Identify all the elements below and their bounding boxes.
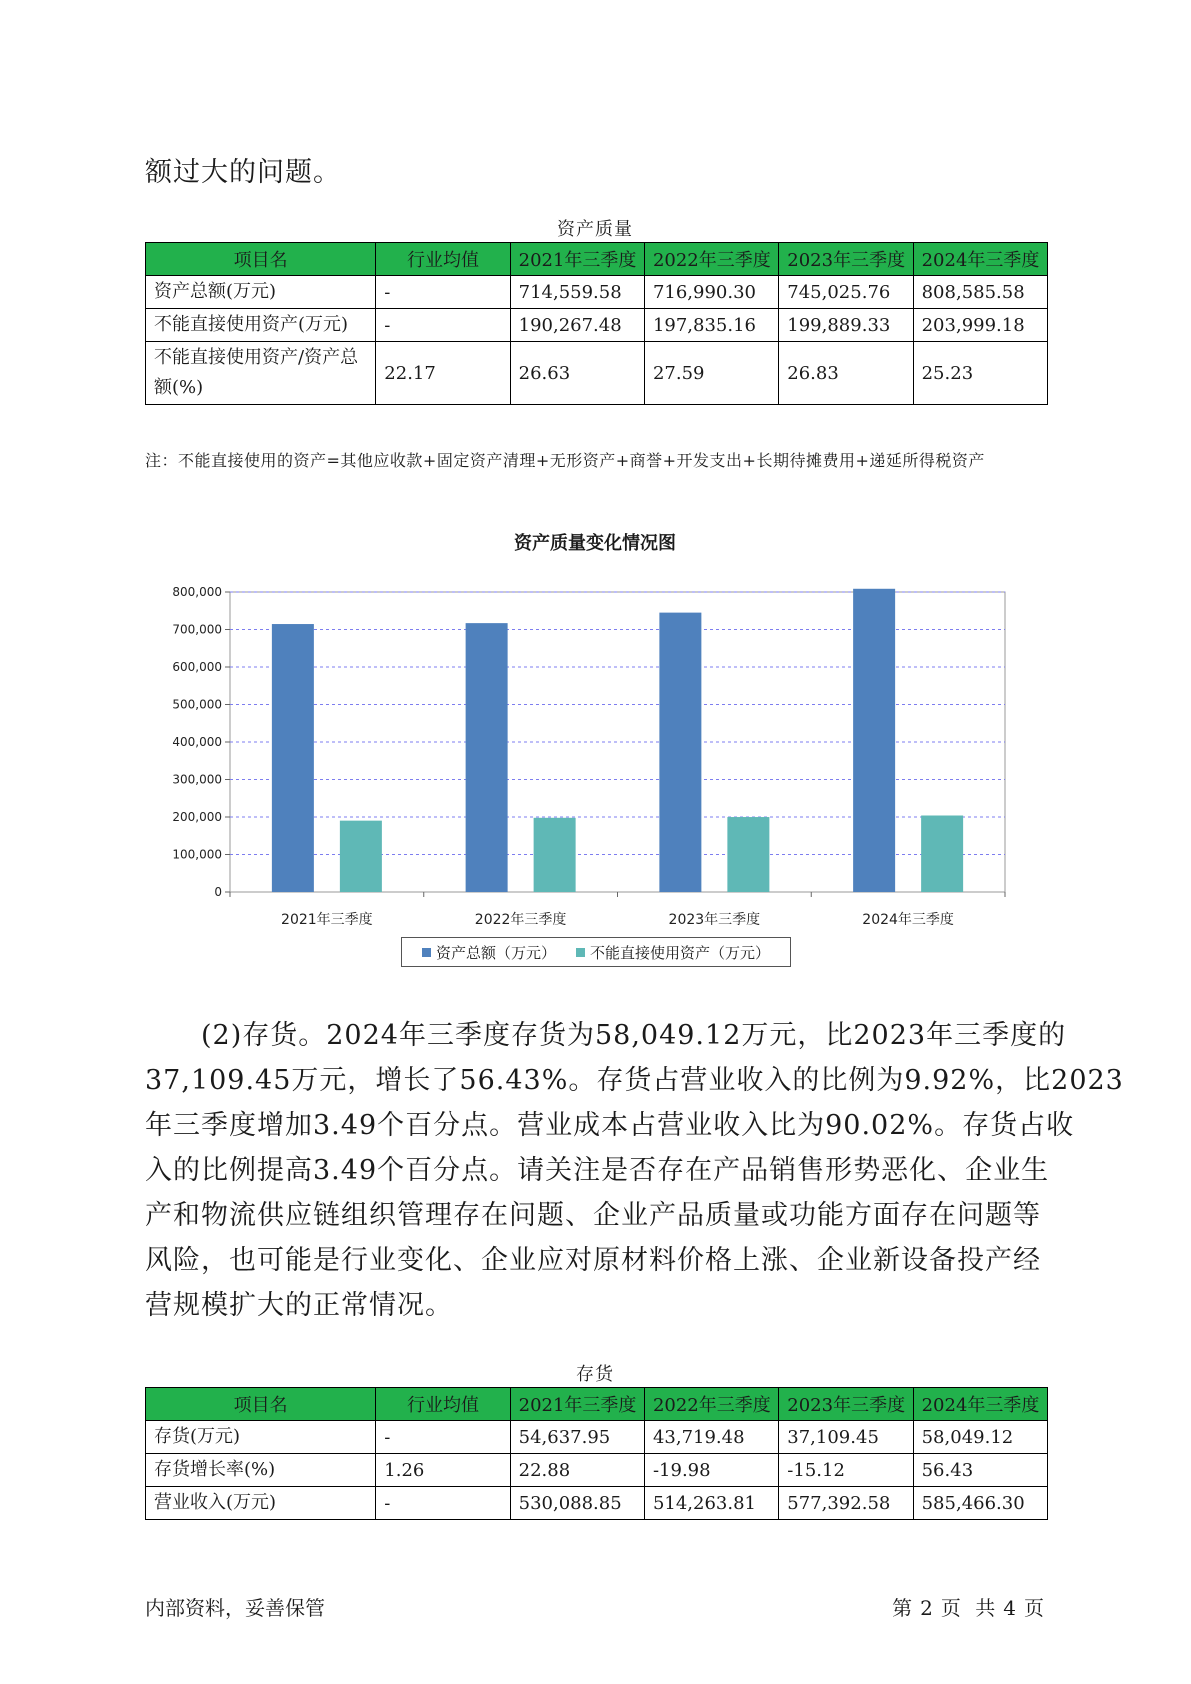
table-cell: 514,263.81 [644,1487,778,1520]
paragraph-line: (2)存货。2024年三季度存货为58,049.12万元，比2023年三季度的 [145,1020,1067,1051]
total-prefix: 共 [975,1596,996,1620]
table-cell: 存货增长率(%) [146,1454,376,1487]
table-cell: 26.63 [510,342,644,405]
table-cell: 54,637.95 [510,1421,644,1454]
y-tick-label: 600,000 [172,660,222,674]
bar [340,821,382,892]
y-tick-label: 100,000 [172,847,222,862]
table-note: 注：不能直接使用的资产=其他应收款+固定资产清理+无形资产+商誉+开发支出+长期待摊费用+递延所得税资产 [145,451,985,470]
page-unit: 页 [940,1596,961,1620]
table-row [146,1487,1048,1520]
bar [853,589,895,892]
y-tick-label: 300,000 [172,772,222,787]
bar [466,623,508,892]
table-cell: 714,559.58 [510,276,644,309]
x-tick-label: 2024年三季度 [862,912,954,925]
chart-title: 资产质量变化情况图 [514,533,676,554]
table-cell: 25.23 [913,342,1047,405]
table-cell: 585,466.30 [913,1487,1047,1520]
bar [727,817,769,892]
table-cell: 37,109.45 [779,1421,913,1454]
table-header-cell: 2021年三季度 [510,1388,644,1421]
table-cell: 716,990.30 [644,276,778,309]
table-row [146,309,1048,342]
table-cell: 745,025.76 [779,276,913,309]
table-cell: 190,267.48 [510,309,644,342]
legend-item [576,942,770,963]
table-row [146,342,1048,405]
chart-legend [401,937,791,967]
page-number [888,1592,1048,1621]
table-cell: -19.98 [644,1454,778,1487]
table-cell: 存货(万元) [146,1421,376,1454]
legend-label: 不能直接使用资产（万元） [590,943,771,962]
table-cell: 不能直接使用资产(万元) [146,309,376,342]
table-header-cell: 2024年三季度 [913,1388,1047,1421]
total-pages: 4 [1003,1596,1016,1620]
table-cell: 577,392.58 [779,1487,913,1520]
paragraph-line: 产和物流供应链组织管理存在问题、企业产品质量或功能方面存在问题等 [145,1200,1041,1231]
table-row [146,276,1048,309]
bar [659,613,701,892]
legend-label: 资产总额（万元） [435,943,556,962]
legend-swatch [422,948,431,957]
bar [272,624,314,892]
bar [921,816,963,892]
table-header-cell: 2022年三季度 [644,243,778,276]
table-cell: 1.26 [376,1454,510,1487]
table-header-cell: 行业均值 [376,243,510,276]
x-tick-label: 2021年三季度 [281,912,373,925]
bar [534,818,576,892]
confidential-notice: 内部资料，妥善保管 [145,1596,325,1620]
table-cell: 资产总额(万元) [146,276,376,309]
inventory-table-caption: 存货 [576,1364,614,1385]
y-tick-label: 400,000 [172,735,222,749]
table-cell: 43,719.48 [644,1421,778,1454]
paragraph-line: 37,109.45万元，增长了56.43%。存货占营业收入的比例为9.92%，比2023 [145,1065,1124,1096]
table-cell: 197,835.16 [644,309,778,342]
table-header-row [146,1388,1048,1421]
asset-quality-bar-chart [150,565,1020,925]
paragraph-line: 风险，也可能是行业变化、企业应对原材料价格上涨、企业新设备投产经 [145,1245,1041,1276]
table-header-cell: 2022年三季度 [644,1388,778,1421]
table-cell: 27.59 [644,342,778,405]
table-cell: 26.83 [779,342,913,405]
legend-item [422,942,556,963]
table-cell: - [376,1487,510,1520]
total-unit: 页 [1024,1596,1044,1620]
table-cell: - [376,1421,510,1454]
table-header-row [146,243,1048,276]
table-cell: 203,999.18 [913,309,1047,342]
table-cell: 不能直接使用资产/资产总额(%) [146,342,376,405]
inventory-paragraph [145,1013,1124,1328]
table-cell: 199,889.33 [779,309,913,342]
paragraph-line: 年三季度增加3.49个百分点。营业成本占营业收入比为90.02%。存货占收 [145,1110,1075,1141]
table-cell: - [376,276,510,309]
current-page: 2 [920,1596,933,1620]
table-header-cell: 2024年三季度 [913,243,1047,276]
table-header-cell: 项目名 [146,1388,376,1421]
y-tick-label: 500,000 [172,697,222,712]
table-row [146,1421,1048,1454]
legend-swatch [576,948,585,957]
table-cell: 58,049.12 [913,1421,1047,1454]
intro-paragraph: 额过大的问题。 [145,157,341,188]
table-cell: 530,088.85 [510,1487,644,1520]
y-tick-label: 0 [214,885,222,899]
table-cell: - [376,309,510,342]
inventory-table [145,1387,1048,1520]
table-header-cell: 2023年三季度 [779,1388,913,1421]
x-tick-label: 2022年三季度 [474,912,567,925]
y-tick-label: 200,000 [172,810,222,824]
table-cell: 22.17 [376,342,510,405]
table-cell: 56.43 [913,1454,1047,1487]
table-header-cell: 行业均值 [376,1388,510,1421]
x-tick-label: 2023年三季度 [668,912,761,925]
table-header-cell: 2023年三季度 [779,243,913,276]
asset-table-caption: 资产质量 [557,219,633,240]
y-tick-label: 800,000 [172,585,222,599]
table-cell: 22.88 [510,1454,644,1487]
asset-quality-table [145,242,1048,405]
y-tick-label: 700,000 [172,622,222,637]
table-header-cell: 项目名 [146,243,376,276]
table-row [146,1454,1048,1487]
table-header-cell: 2021年三季度 [510,243,644,276]
paragraph-line: 入的比例提高3.49个百分点。请关注是否存在产品销售形势恶化、企业生 [145,1155,1050,1186]
paragraph-line: 营规模扩大的正常情况。 [145,1290,453,1321]
table-cell: -15.12 [779,1454,913,1487]
table-cell: 营业收入(万元) [146,1487,376,1520]
table-cell: 808,585.58 [913,276,1047,309]
page-prefix: 第 [892,1596,913,1620]
